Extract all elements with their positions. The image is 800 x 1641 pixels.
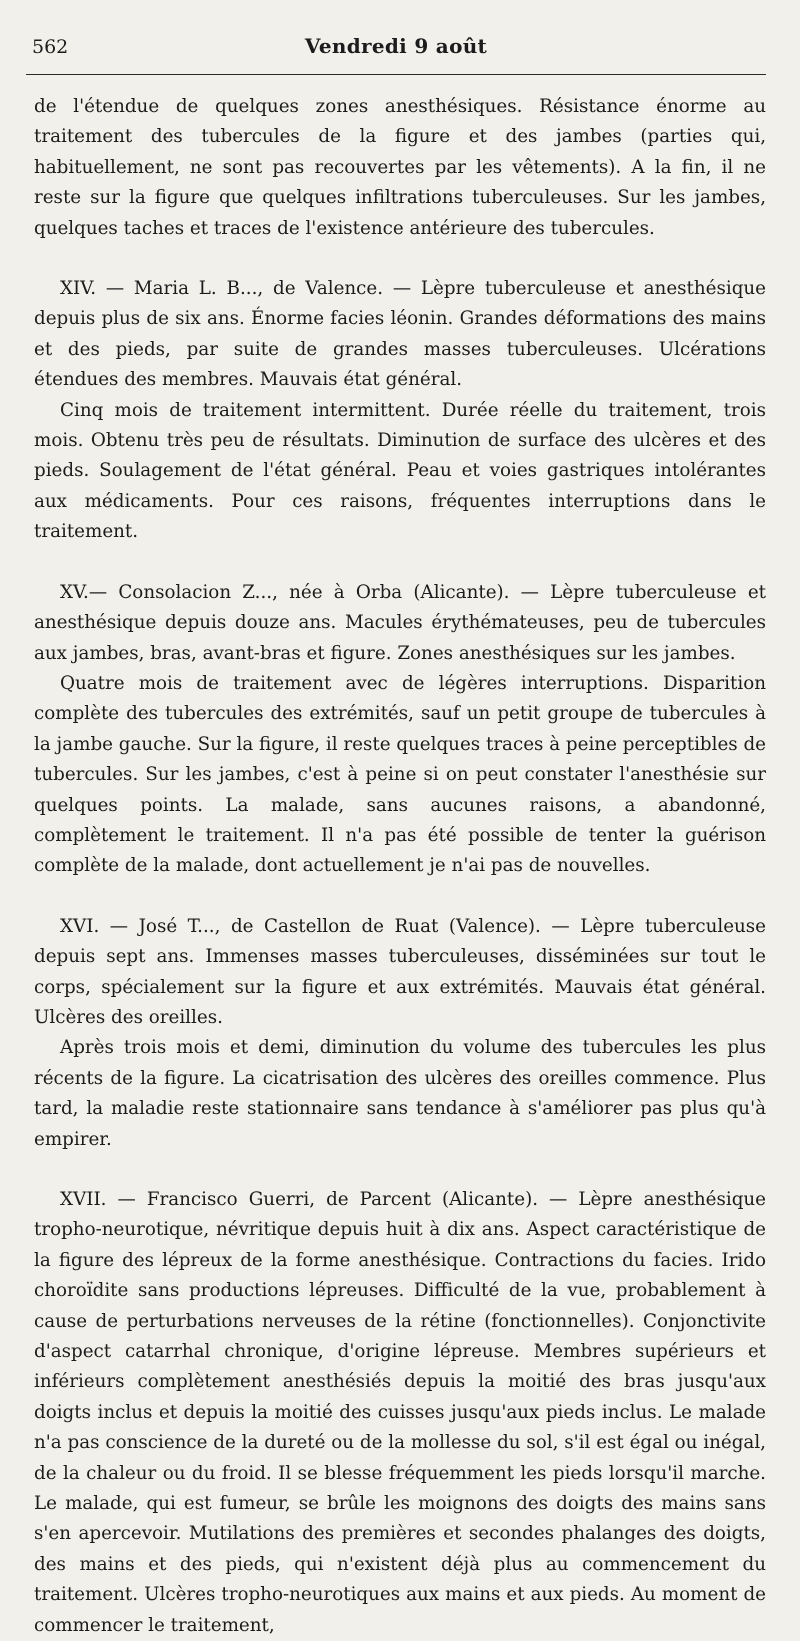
case-xvii-heading-paragraph: XVII. — Francisco Guerri, de Parcent (Alicante). — Lèpre anesthésique tropho-neurotique, névritique depuis huit à dix ans. Aspect caractéristique de la figure des lépreux de la forme anesthésique. Contractions du facies. Irido choroïdite sans productions lépreuses. Difficulté de la vue, probablement à cause de perturbations nerveuses de la rétine (fonctionnelles). Conjonctivite d'aspect catarrhal chronique, d'origine lépreuse. Membres supérieurs et inférieurs complètement anesthésiés depuis la moitié des bras jusqu'aux doigts inclus et depuis la moitié des cuisses jusqu'aux pieds inclus. Le malade n'a pas conscience de la dureté ou de la mollesse du sol, s'il est égal ou inégal, de la chaleur ou du froid. Il se blesse fréquemment les pieds lorsqu'il marche. Le malade, qui est fumeur, se brûle les moignons des doigts des mains sans s'en apercevoir. Mutilations des premières et secondes phalanges des doigts, des mains et des pieds, qui n'existent déjà plus au commencement du traitement. Ulcères tropho-neurotiques aux mains et aux pieds. Au moment de commencer le traitement,: [34, 1189, 766, 1636]
case-xv-heading-paragraph: XV.— Consolacion Z..., née à Orba (Alicante). — Lèpre tuberculeuse et anesthésique depuis douze ans. Macules érythémateuses, peu de tubercules aux jambes, bras, avant-bras et figure. Zones anesthésiques sur les jambes.: [34, 581, 766, 664]
case-xiv-treatment-paragraph: Cinq mois de traitement intermittent. Durée réelle du traitement, trois mois. Obtenu très peu de résultats. Diminution de surface des ulcères et des pieds. Soulagement de l'état général. Peau et voies gastriques intolérantes aux médicaments. Pour ces raisons, fréquentes interruptions dans le traitement.: [34, 399, 766, 543]
case-xiv-heading-paragraph: XIV. — Maria L. B..., de Valence. — Lèpre tuberculeuse et anesthésique depuis plus de six ans. Énorme facies léonin. Grandes déformations des mains et des pieds, par suite de grandes masses tuberculeuses. Ulcérations étendues des membres. Mauvais état général.: [34, 278, 766, 391]
paragraph-continuation: de l'étendue de quelques zones anesthésiques. Résistance énorme au traitement des tubercules de la figure et des jambes (parties qui, habituellement, ne sont pas recouvertes par les vêtements). A la fin, il ne reste sur la figure que quelques infiltrations tuberculeuses. Sur les jambes, quelques taches et traces de l'existence antérieure des tubercules.: [34, 96, 766, 239]
case-xvi-treatment-paragraph: Après trois mois et demi, diminution du volume des tubercules les plus récents de la figure. La cicatrisation des ulcères des oreilles commence. Plus tard, la maladie reste stationnaire sans tendance à s'améliorer pas plus qu'à empirer.: [34, 1037, 766, 1150]
body-text: [34, 92, 766, 1641]
case-xv-treatment-paragraph: Quatre mois de traitement avec de légères interruptions. Disparition complète des tubercules des extrémités, sauf un petit groupe de tubercules à la jambe gauche. Sur la figure, il reste quelques traces à peine perceptibles de tubercules. Sur les jambes, c'est à peine si on peut constater l'anesthésie sur quelques points. La malade, sans aucunes raisons, a abandonné, complètement le traitement. Il n'a pas été possible de tenter la guérison complète de la malade, dont actuellement je n'ai pas de nouvelles.: [34, 672, 766, 877]
case-xvi-heading-paragraph: XVI. — José T..., de Castellon de Ruat (Valence). — Lèpre tuberculeuse depuis sept ans. Immenses masses tuberculeuses, disséminées sur tout le corps, spécialement sur la figure et aux extrémités. Mauvais état général. Ulcères des oreilles.: [34, 915, 766, 1028]
page-number: 562: [32, 36, 69, 58]
header-rule: [26, 74, 766, 75]
page-header: [26, 30, 766, 64]
running-head: Vendredi 9 août: [304, 34, 488, 58]
